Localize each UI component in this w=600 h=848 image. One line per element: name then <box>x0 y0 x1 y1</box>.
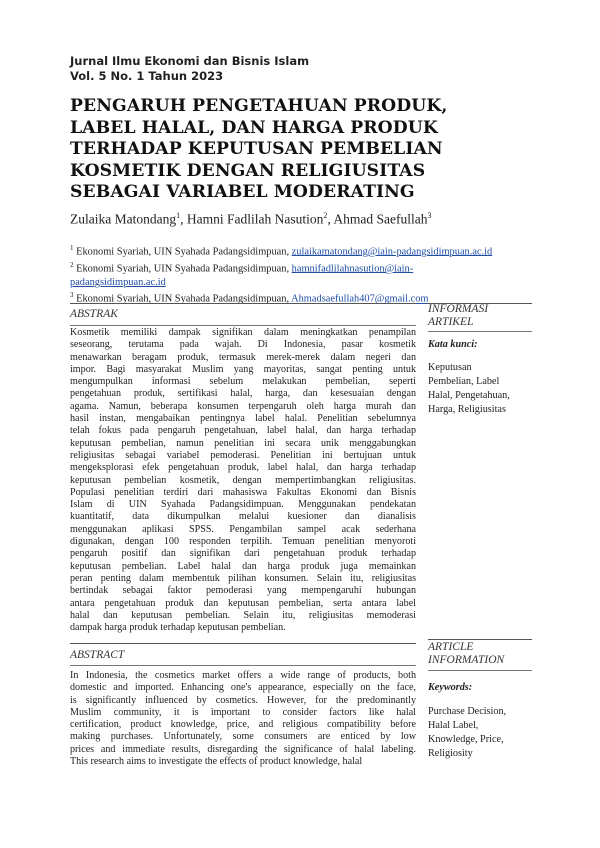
text-line: prices and immediate results, disregarding the significance of halal labeling. <box>70 743 416 755</box>
informasi-artikel-heading <box>428 303 488 329</box>
paper-title <box>70 96 540 204</box>
text-line: digunakan, dengan 100 responden terpilih. Temuan penelitian menyoroti <box>70 536 416 548</box>
affiliation-line <box>70 276 540 290</box>
affiliation-sup: 2 <box>70 260 74 269</box>
abstract-heading: ABSTRACT <box>70 649 125 661</box>
text-line: In Indonesia, the cosmetics market offers a wide range of products, both <box>70 670 416 681</box>
title-line: PENGARUH PENGETAHUAN PRODUK, <box>70 96 448 116</box>
email-link-continued[interactable]: padangsidimpuan.ac.id <box>70 276 166 288</box>
title-line: SEBAGAI VARIABEL MODERATING <box>70 182 415 202</box>
affiliation-text: Ekonomi Syariah, UIN Syahada Padangsidimpuan, <box>73 263 292 275</box>
text-line: telah fokus pada pengaruh pengetahuan, label halal, dan harga terhadap <box>70 425 416 437</box>
affiliation-text: Ekonomi Syariah, UIN Syahada Padangsidimpuan, <box>73 293 292 305</box>
journal-issue: Vol. 5 No. 1 Tahun 2023 <box>70 69 224 83</box>
text-line: agama. Namun, beberapa konsumen terpengaruh oleh harga murah dan <box>70 400 416 412</box>
author-sup: 1 <box>176 211 181 220</box>
text-line: mengeksplorasi efek pengetahuan produk, label halal, dan harga terhadap <box>70 462 416 474</box>
text-line: impor. Bagi masyarakat Muslim yang mayoritas, sangat penting untuk <box>70 363 416 375</box>
affiliation-line <box>70 259 540 276</box>
text-line: is significantly influenced by cosmetics. However, for the predominantly <box>70 694 416 706</box>
keyword-item: Pembelian, Label <box>428 376 500 387</box>
author-name: Zulaika Matondang <box>70 211 177 227</box>
keyword-item: Halal, Pengetahuan, <box>428 390 510 401</box>
text-line: Islam di UIN Syahada Padangsidimpuan. Menggunakan pendekatan <box>70 499 416 511</box>
abstract-body <box>70 670 416 768</box>
author-sup: 2 <box>323 211 328 220</box>
section-rule-top <box>70 303 416 304</box>
kata-kunci-list <box>428 361 510 417</box>
section-rule-top <box>70 643 416 644</box>
keywords-list <box>428 705 506 761</box>
text-line: Muslim community, it is important to consider factors like halal <box>70 706 416 718</box>
text-line: pengaruh positif dan signifikan dari pengetahuan produk terhadap <box>70 548 416 560</box>
text-line: making purchases. Unfortunately, some consumers are enticed by low <box>70 731 416 743</box>
title-line: TERHADAP KEPUTUSAN PEMBELIAN <box>70 139 443 159</box>
email-link[interactable]: zulaikamatondang@iain-padangsidimpuan.ac.id <box>291 246 493 258</box>
sidebar-rule <box>428 331 532 332</box>
affiliation-sup: 1 <box>70 244 74 252</box>
title-line: LABEL HALAL, DAN HARGA PRODUK <box>70 117 438 138</box>
heading-line: ARTIKEL <box>428 316 474 328</box>
email-link[interactable]: hamnifadlilahnasution@iain- <box>291 263 414 275</box>
affiliation-sup: 3 <box>70 291 74 300</box>
text-line: mengumpulkan informasi sebelum melakukan pembelian, seperti <box>70 376 416 388</box>
keyword-item: Purchase Decision, <box>428 706 507 717</box>
keyword-item: Knowledge, Price, <box>428 734 504 745</box>
affiliation-text: Ekonomi Syariah, UIN Syahada Padangsidimpuan, <box>73 246 292 258</box>
author-name: Hamni Fadlilah Nasution <box>186 211 324 227</box>
text-line: hasil instan, mengabaikan pentingnya label halal. Penelitian sebelumnya <box>70 413 416 425</box>
affiliations <box>70 242 540 306</box>
sidebar-rule-top <box>428 639 532 640</box>
journal-header <box>70 54 309 84</box>
text-line: This research aims to investigate the effects of product knowledge, halal <box>70 756 363 768</box>
text-line: domestic and imported. Enhancing one's appearance, especially on the face, <box>70 682 416 694</box>
text-line: menggunakan aplikasi SPSS. Pengambilan sampel acak sederhana <box>70 523 416 535</box>
text-line: menawarkan beragam produk, termasuk merek-merek dalam negeri dan <box>70 351 416 363</box>
text-line: pengetahuan produk, sertifikasi halal, harga, dan kesesuaian dengan <box>70 388 416 400</box>
text-line: Populasi penelitian terdiri dari mahasiswa Fakultas Ekonomi dan Bisnis <box>70 486 416 498</box>
text-line: keputusan pembelian kosmetik, dengan mempertimbangkan religiusitas. <box>70 474 416 486</box>
section-rule <box>70 325 416 326</box>
abstrak-body <box>70 327 416 634</box>
keyword-item: Religiosity <box>428 748 473 759</box>
heading-line: INFORMATION <box>428 654 505 666</box>
keyword-item: Keputusan <box>428 362 472 373</box>
email-link[interactable]: Ahmadsaefullah407@gmail.com <box>291 293 429 305</box>
sidebar-rule <box>428 670 532 671</box>
text-line: Kosmetik memiliki dampak signifikan dalam meningkatkan penampilan <box>70 327 416 338</box>
abstrak-heading: ABSTRAK <box>70 308 118 320</box>
text-line: certification, product knowledge, price, and religious compatibility before <box>70 719 416 731</box>
text-line: keputusan pembelian, namun penelitian ini secara unik menggabungkan <box>70 437 416 449</box>
author-sup: 3 <box>427 211 432 220</box>
journal-name: Jurnal Ilmu Ekonomi dan Bisnis Islam <box>70 54 310 68</box>
text-line: bertindak sebagai faktor pemoderasi yang mempengaruhi hubungan <box>70 585 416 597</box>
text-line: keputusan pembelian. Label halal dan harga produk juga memainkan <box>70 560 416 572</box>
affiliation-line <box>70 242 540 259</box>
keywords-label: Keywords: <box>428 682 473 693</box>
text-line: dampak harga produk terhadap keputusan pembelian. <box>70 622 286 634</box>
text-line: seseorang, terutama pada wajah. Di Indonesia, pasar kosmetik <box>70 339 416 351</box>
text-line: religiusitas sebagai variabel pemoderasi. Penelitian ini bertujuan untuk <box>70 449 416 461</box>
heading-line: INFORMASI <box>428 303 489 315</box>
text-line: antara pengetahuan produk dan keputusan pembelian, serta antara label <box>70 597 416 609</box>
keyword-item: Halal Label, <box>428 720 479 731</box>
title-line: KOSMETIK DENGAN RELIGIUSITAS <box>70 160 426 181</box>
kata-kunci-label: Kata kunci: <box>428 339 478 350</box>
text-line: halal dan keputusan pembelian. Selain itu, religiusitas memoderasi <box>70 609 416 621</box>
text-line: peran penting dalam membentuk pilihan konsumen. Selain itu, religiusitas <box>70 572 416 584</box>
article-information-heading <box>428 641 504 667</box>
section-rule <box>70 665 416 666</box>
heading-line: ARTICLE <box>428 641 474 653</box>
author-list: Zulaika Matondang$^1$, Hamni Fadlilah Nasution$^2$, Ahmad Saefullah$^3$ <box>70 211 432 227</box>
keyword-item: Harga, Religiusitas <box>428 404 506 415</box>
author-name: Ahmad Saefullah <box>333 211 428 227</box>
text-line: kuantitatif, data dikumpulkan melalui kuesioner dan dianalisis <box>70 511 416 523</box>
